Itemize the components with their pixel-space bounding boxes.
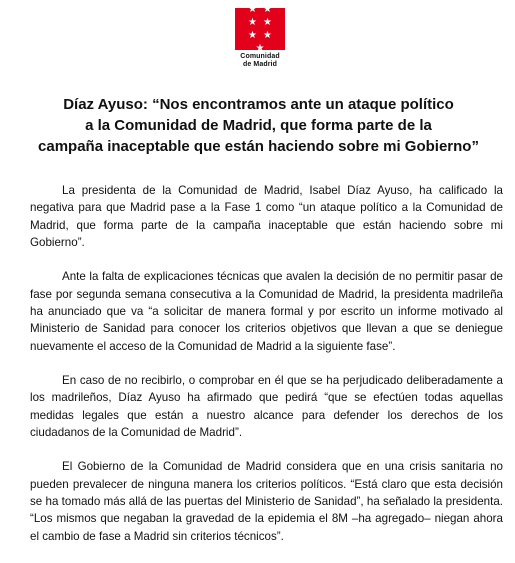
headline-line-2: a la Comunidad de Madrid, que forma parte de la xyxy=(85,117,432,134)
headline-line-3: campaña inaceptable que están haciendo sobre mi Gobierno” xyxy=(38,138,479,155)
paragraph-2: Ante la falta de explicaciones técnicas que avalen la decisión de no permitir pasar de fase por segunda semana consecutiva a la Comunidad de Madrid, la presidenta madrileña ha anunciado que va “a solicitar de manera formal y por escrito un informe motivado al Ministerio de Sanidad para conocer los criterios objetivos que llevan a que se deniegue nuevamente el acceso de la Comunidad de Madrid a la siguiente fase”. xyxy=(30,270,503,353)
paragraph-4: El Gobierno de la Comunidad de Madrid considera que en una crisis sanitaria no pueden prevalecer de ninguna manera los criterios políticos. “Está claro que esta decisión se ha tomado más allá de las puertas del Ministerio de Sanidad”, ha señalado la presidenta. “Los mismos que negaban la gravedad de la epidemia el 8M –ha agregado– niegan ahora el cambio de fase a Madrid sin criterios técnicos”. xyxy=(30,460,503,543)
logo-name-line2: de Madrid xyxy=(243,61,277,68)
comunidad-de-madrid-logo xyxy=(228,3,292,69)
logo-name xyxy=(228,53,292,69)
press-release-headline xyxy=(20,94,497,157)
logo-name-line1: Comunidad xyxy=(240,53,280,60)
press-release-body xyxy=(30,182,503,562)
headline-line-1: Díaz Ayuso: “Nos encontramos ante un ataque político xyxy=(63,96,454,113)
paragraph-1: La presidenta de la Comunidad de Madrid, Isabel Díaz Ayuso, ha calificado la negativa para que Madrid pase a la Fase 1 como “un ataque político a la Comunidad de Madrid, que forma parte de la campaña inaceptable que están haciendo sobre mi Gobierno”. xyxy=(30,184,503,249)
paragraph-3: En caso de no recibirlo, o comprobar en él que se ha perjudicado deliberadamente a los madrileños, Díaz Ayuso ha afirmado que pedirá “que se efectúen todas aquellas medidas legales que están a nuestro alcance para defender los derechos de los ciudadanos de la Comunidad de Madrid”. xyxy=(30,374,503,439)
seven-stars-icon: ★ ★ ★ ★ ★ ★ ★ xyxy=(235,8,285,50)
